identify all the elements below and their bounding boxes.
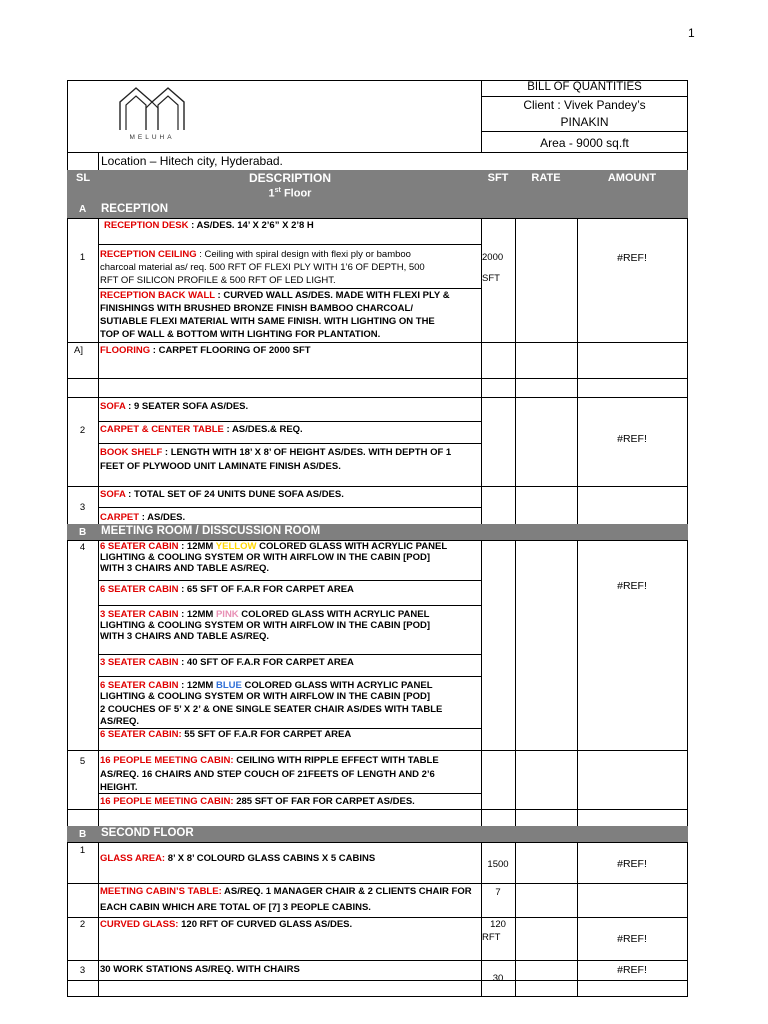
col-amount: AMOUNT bbox=[607, 172, 657, 184]
section-c-letter: B bbox=[79, 829, 87, 840]
house-logo-icon bbox=[112, 84, 192, 134]
row1-sl: 1 bbox=[79, 252, 86, 263]
curved-glass-sft: 120 bbox=[490, 919, 506, 930]
location-text: Location – Hitech city, Hyderabad. bbox=[101, 154, 283, 168]
s1-sl: 1 bbox=[79, 845, 86, 856]
row4-amount: #REF! bbox=[617, 580, 647, 592]
meeting-cabin-table: MEETING CABIN’S TABLE: AS/REQ. 1 MANAGER CHAIR & 2 CLIENTS CHAIR FOR bbox=[100, 886, 472, 897]
sixteen-people-cabin: 16 PEOPLE MEETING CABIN: CEILING WITH RIPPLE EFFECT WITH TABLE bbox=[100, 755, 439, 766]
meeting-table-sft: 7 bbox=[495, 887, 501, 898]
work-stations-amount: #REF! bbox=[617, 964, 647, 976]
six-seater-cabin-far: 6 SEATER CABIN : 65 SFT OF F.A.R FOR CARPET AREA bbox=[100, 584, 354, 595]
carpet-row3: CARPET : AS/DES. bbox=[100, 512, 186, 523]
section-a-title: RECEPTION bbox=[101, 203, 169, 215]
book-shelf: BOOK SHELF : LENGTH WITH 18’ X 8’ OF HEIGHT AS/DES. WITH DEPTH OF 1 bbox=[100, 447, 452, 458]
sofa-9-seater: SOFA : 9 SEATER SOFA AS/DES. bbox=[100, 401, 249, 412]
sixteen-people-cabin-far: 16 PEOPLE MEETING CABIN: 285 SFT OF FAR FOR CARPET AS/DES. bbox=[100, 796, 415, 807]
six-seater-cabin-blue: 6 SEATER CABIN : 12MM BLUE COLORED GLASS WITH ACRYLIC PANEL bbox=[100, 680, 433, 691]
curved-glass-amount: #REF! bbox=[617, 933, 647, 945]
reception-back-wall: RECEPTION BACK WALL : CURVED WALL AS/DES. MADE WITH FLEXI PLY & bbox=[100, 290, 450, 301]
six-seater-cabin-yellow: 6 SEATER CABIN : 12MM YELLOW COLORED GLASS WITH ACRYLIC PANEL bbox=[100, 541, 448, 552]
logo-text: MELUHA bbox=[129, 134, 175, 141]
three-seater-cabin-pink: 3 SEATER CABIN : 12MM PINK COLORED GLASS WITH ACRYLIC PANEL bbox=[100, 609, 430, 620]
page-number: 1 bbox=[688, 26, 695, 40]
client-line2: PINAKIN bbox=[560, 115, 609, 129]
sofa-24-units: SOFA : TOTAL SET OF 24 UNITS DUNE SOFA AS/DES. bbox=[100, 489, 344, 500]
reception-desk: RECEPTION DESK : AS/DES. 14’ X 2’6” X 2’8 H bbox=[104, 220, 314, 231]
col-sft: SFT bbox=[487, 172, 509, 184]
section-b-letter: B bbox=[79, 527, 87, 538]
reception-ceiling: RECEPTION CEILING : Ceiling with spiral design with flexi ply or bamboo bbox=[100, 249, 411, 260]
area-text: Area - 9000 sq.ft bbox=[540, 136, 629, 150]
six-seater-cabin-far-2: 6 SEATER CABIN: 55 SFT OF F.A.R FOR CARPET AREA bbox=[100, 729, 352, 740]
three-seater-cabin-far: 3 SEATER CABIN : 40 SFT OF F.A.R FOR CARPET AREA bbox=[100, 657, 354, 668]
carpet-center-table: CARPET & CENTER TABLE : AS/DES.& REQ. bbox=[100, 424, 303, 435]
col-rate: RATE bbox=[531, 172, 561, 184]
meluha-logo bbox=[112, 84, 192, 146]
section-c-title: SECOND FLOOR bbox=[101, 827, 194, 839]
row2-amount: #REF! bbox=[617, 433, 647, 445]
row3-sl: 3 bbox=[79, 502, 86, 513]
work-stations: 30 WORK STATIONS AS/REQ. WITH CHAIRS bbox=[100, 964, 300, 975]
flooring: FLOORING : CARPET FLOORING OF 2000 SFT bbox=[100, 345, 311, 356]
col-sl: SL bbox=[76, 172, 91, 184]
row5-sl: 5 bbox=[79, 756, 86, 767]
rowA-sl: A] bbox=[74, 345, 83, 356]
glass-area-sft: 1500 bbox=[487, 859, 509, 870]
col-description: DESCRIPTION bbox=[248, 171, 331, 185]
row1-sft: 2000 bbox=[482, 252, 504, 263]
s3-sl: 3 bbox=[79, 965, 86, 976]
curved-glass: CURVED GLASS: 120 RFT OF CURVED GLASS AS/DES. bbox=[100, 919, 353, 930]
glass-area-amount: #REF! bbox=[617, 858, 647, 870]
section-b-title: MEETING ROOM / DISSCUSSION ROOM bbox=[101, 525, 321, 537]
glass-area: GLASS AREA: 8’ X 8’ COLOURD GLASS CABINS X 5 CABINS bbox=[100, 853, 376, 864]
client-line1: Client : Vivek Pandey’s bbox=[523, 98, 646, 112]
work-stations-sft: 30 bbox=[492, 973, 504, 984]
bill-title: BILL OF QUANTITIES bbox=[527, 81, 642, 93]
floor-label: 1st Floor bbox=[268, 187, 312, 200]
section-a-letter: A bbox=[79, 204, 87, 215]
s2-sl: 2 bbox=[79, 919, 86, 930]
row4-sl: 4 bbox=[79, 542, 86, 553]
row2-sl: 2 bbox=[79, 425, 86, 436]
row1-amount: #REF! bbox=[617, 252, 647, 264]
